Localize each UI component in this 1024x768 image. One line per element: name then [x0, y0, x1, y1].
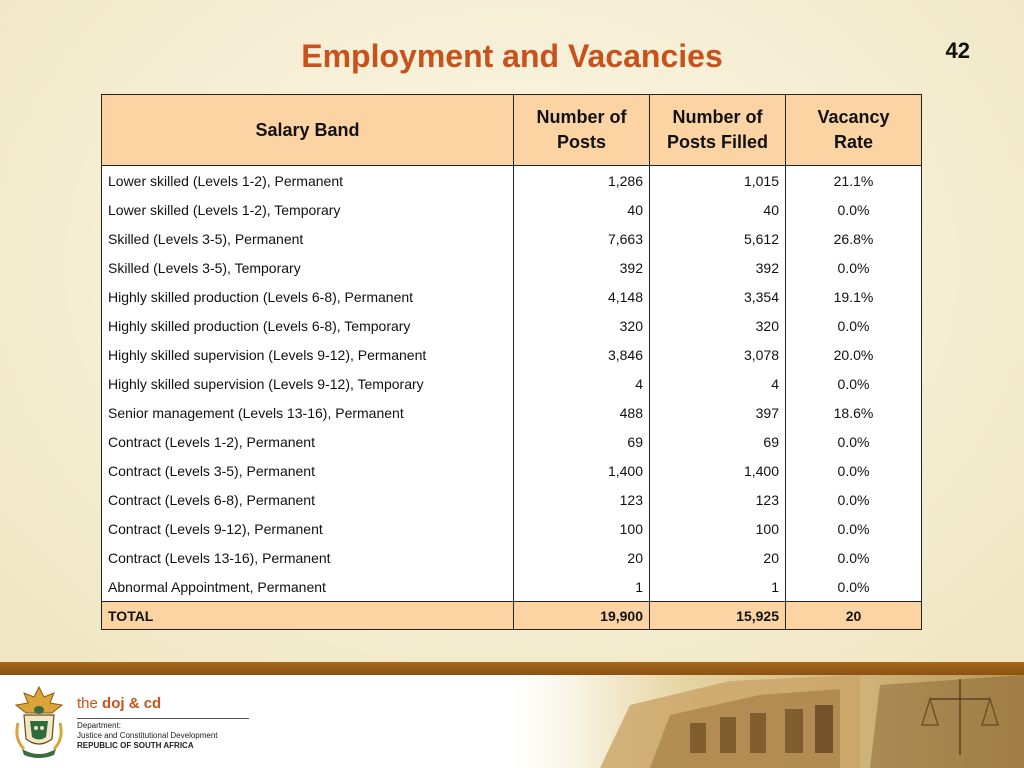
- salary-band-cell: Contract (Levels 1-2), Permanent: [102, 427, 514, 456]
- table-row: [102, 427, 922, 456]
- table-row: [102, 456, 922, 485]
- number-of-posts-cell: 7,663: [514, 224, 650, 253]
- brand-underline: [77, 718, 249, 719]
- salary-band-cell: Highly skilled supervision (Levels 9-12), Temporary: [102, 369, 514, 398]
- table-row: [102, 311, 922, 340]
- vacancy-rate-cell: 0.0%: [786, 253, 922, 282]
- table-row: [102, 369, 922, 398]
- posts-filled-cell: 1,400: [650, 456, 786, 485]
- vacancy-rate-cell: 0.0%: [786, 427, 922, 456]
- salary-band-cell: Contract (Levels 13-16), Permanent: [102, 543, 514, 572]
- table-row: [102, 572, 922, 602]
- vacancy-rate-cell: 21.1%: [786, 166, 922, 196]
- salary-band-cell: Contract (Levels 9-12), Permanent: [102, 514, 514, 543]
- salary-band-cell: Lower skilled (Levels 1-2), Temporary: [102, 195, 514, 224]
- header-line: Vacancy: [817, 107, 890, 127]
- posts-filled-cell: 1: [650, 572, 786, 602]
- number-of-posts-cell: 320: [514, 311, 650, 340]
- number-of-posts-cell: 1,400: [514, 456, 650, 485]
- header-line: Posts Filled: [666, 132, 769, 152]
- footer-divider-bar: [0, 662, 1024, 675]
- posts-filled-cell: 123: [650, 485, 786, 514]
- number-of-posts-cell: 4,148: [514, 282, 650, 311]
- dept-line-3: REPUBLIC OF SOUTH AFRICA: [77, 741, 194, 750]
- total-row: [102, 602, 922, 630]
- employment-table: [101, 94, 922, 630]
- header-line: Rate: [833, 132, 873, 152]
- header-line: Number of: [536, 107, 627, 127]
- vacancy-rate-cell: 0.0%: [786, 369, 922, 398]
- number-of-posts-cell: 392: [514, 253, 650, 282]
- table-row: [102, 514, 922, 543]
- vacancy-rate-cell: 0.0%: [786, 195, 922, 224]
- table-row: [102, 543, 922, 572]
- header-posts-filled: [650, 95, 786, 166]
- table-row: [102, 224, 922, 253]
- number-of-posts-cell: 100: [514, 514, 650, 543]
- header-salary-band: [102, 95, 514, 166]
- salary-band-cell: Lower skilled (Levels 1-2), Permanent: [102, 166, 514, 196]
- header-vacancy-rate: [786, 95, 922, 166]
- posts-filled-cell: 392: [650, 253, 786, 282]
- number-of-posts-cell: 20: [514, 543, 650, 572]
- header-number-of-posts: [514, 95, 650, 166]
- salary-band-cell: Highly skilled supervision (Levels 9-12), Permanent: [102, 340, 514, 369]
- number-of-posts-cell: 3,846: [514, 340, 650, 369]
- footer: [0, 675, 1024, 768]
- dept-line-2: Justice and Constitutional Development: [77, 731, 218, 740]
- number-of-posts-cell: 40: [514, 195, 650, 224]
- vacancy-rate-cell: 0.0%: [786, 514, 922, 543]
- vacancy-rate-cell: 0.0%: [786, 543, 922, 572]
- table-body: [102, 166, 922, 630]
- header-line: Number of: [672, 107, 763, 127]
- posts-filled-cell: 4: [650, 369, 786, 398]
- coat-of-arms-icon: [10, 683, 68, 761]
- vacancy-rate-cell: 0.0%: [786, 485, 922, 514]
- table-row: [102, 166, 922, 196]
- total-number-of-posts-cell: 19,900: [514, 602, 650, 630]
- vacancy-rate-cell: 0.0%: [786, 572, 922, 602]
- slide-title: Employment and Vacancies: [301, 38, 723, 74]
- total-posts-filled-cell: 15,925: [650, 602, 786, 630]
- salary-band-cell: Highly skilled production (Levels 6-8), Permanent: [102, 282, 514, 311]
- vacancy-rate-cell: 18.6%: [786, 398, 922, 427]
- salary-band-cell: Senior management (Levels 13-16), Permanent: [102, 398, 514, 427]
- table-header-row: [102, 95, 922, 166]
- posts-filled-cell: 5,612: [650, 224, 786, 253]
- header-line: Salary Band: [255, 119, 360, 140]
- vacancy-rate-cell: 26.8%: [786, 224, 922, 253]
- table-row: [102, 398, 922, 427]
- posts-filled-cell: 320: [650, 311, 786, 340]
- brand-prefix: the: [77, 695, 98, 712]
- table-row: [102, 485, 922, 514]
- header-line: Posts: [556, 132, 607, 152]
- vacancy-rate-cell: 0.0%: [786, 311, 922, 340]
- table-row: [102, 253, 922, 282]
- doj-brand-logo: [77, 695, 161, 712]
- brand-name: doj & cd: [102, 695, 162, 712]
- table-row: [102, 282, 922, 311]
- number-of-posts-cell: 488: [514, 398, 650, 427]
- posts-filled-cell: 3,078: [650, 340, 786, 369]
- posts-filled-cell: 20: [650, 543, 786, 572]
- vacancy-rate-cell: 20.0%: [786, 340, 922, 369]
- table-row: [102, 195, 922, 224]
- building-photo-image: [560, 675, 1024, 768]
- salary-band-cell: Contract (Levels 3-5), Permanent: [102, 456, 514, 485]
- posts-filled-cell: 100: [650, 514, 786, 543]
- posts-filled-cell: 397: [650, 398, 786, 427]
- salary-band-cell: Abnormal Appointment, Permanent: [102, 572, 514, 602]
- page-number: 42: [945, 38, 970, 63]
- department-text: [77, 721, 218, 751]
- posts-filled-cell: 3,354: [650, 282, 786, 311]
- vacancy-rate-cell: 0.0%: [786, 456, 922, 485]
- number-of-posts-cell: 1,286: [514, 166, 650, 196]
- posts-filled-cell: 69: [650, 427, 786, 456]
- salary-band-cell: Highly skilled production (Levels 6-8), Temporary: [102, 311, 514, 340]
- salary-band-cell: Skilled (Levels 3-5), Permanent: [102, 224, 514, 253]
- salary-band-cell: Contract (Levels 6-8), Permanent: [102, 485, 514, 514]
- dept-line-1: Department:: [77, 721, 122, 730]
- number-of-posts-cell: 123: [514, 485, 650, 514]
- table-row: [102, 340, 922, 369]
- total-salary-band-cell: TOTAL: [102, 602, 514, 630]
- salary-band-cell: Skilled (Levels 3-5), Temporary: [102, 253, 514, 282]
- number-of-posts-cell: 1: [514, 572, 650, 602]
- number-of-posts-cell: 4: [514, 369, 650, 398]
- number-of-posts-cell: 69: [514, 427, 650, 456]
- vacancy-rate-cell: 19.1%: [786, 282, 922, 311]
- posts-filled-cell: 1,015: [650, 166, 786, 196]
- posts-filled-cell: 40: [650, 195, 786, 224]
- total-vacancy-rate-cell: 20: [786, 602, 922, 630]
